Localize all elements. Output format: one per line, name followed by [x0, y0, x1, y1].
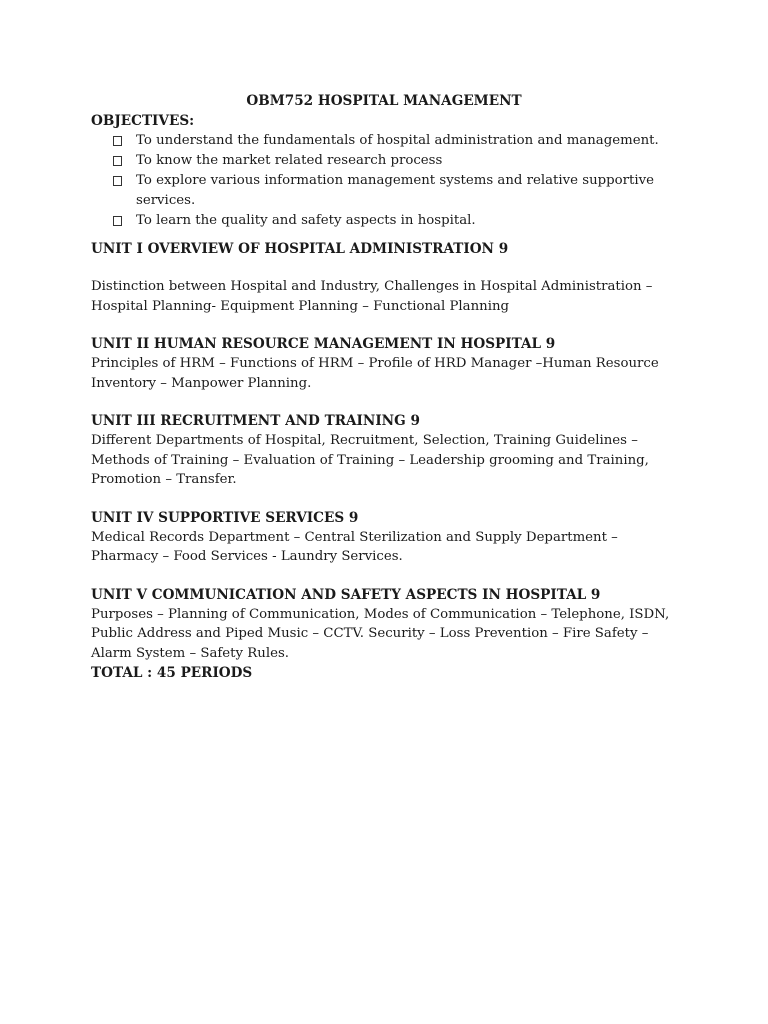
unit-4-body: Medical Records Department – Central Sterilization and Supply Department – Pharmacy – Food Services - Laundry Services. [91, 529, 618, 564]
unit-3-heading: UNIT III RECRUITMENT AND TRAINING 9 [91, 413, 420, 429]
unit-3-body: Different Departments of Hospital, Recruitment, Selection, Training Guidelines – Methods of Training – Evaluation of Training – Leadership grooming and Training, Promotion – Transfer. [91, 433, 649, 487]
bullet-box-icon [91, 211, 136, 231]
objective-text: To learn the quality and safety aspects in hospital. [136, 213, 476, 228]
unit-1-heading: UNIT I OVERVIEW OF HOSPITAL ADMINISTRATION 9 [91, 241, 509, 257]
objective-item [91, 171, 691, 211]
unit-2-heading: UNIT II HUMAN RESOURCE MANAGEMENT IN HOSPITAL 9 [91, 336, 556, 352]
unit-5-body: Purposes – Planning of Communication, Modes of Communication – Telephone, ISDN, Public Address and Piped Music – CCTV. Security – Loss Prevention – Fire Safety – Alarm System – Safety Rules. [91, 606, 670, 661]
objective-item [91, 131, 691, 151]
bullet-box-icon [91, 131, 136, 151]
unit-2-body: Principles of HRM – Functions of HRM – Profile of HRD Manager –Human Resource Inventory – Manpower Planning. [91, 356, 659, 391]
objective-item [91, 211, 691, 231]
unit-4-heading: UNIT IV SUPPORTIVE SERVICES 9 [91, 509, 359, 526]
document-content [91, 91, 691, 683]
objective-text: To explore various information management systems and relative supportive services. [136, 173, 654, 208]
unit-1-body: Distinction between Hospital and Industry, Challenges in Hospital Administration – Hospital Planning- Equipment Planning – Functional Planning [91, 279, 653, 314]
objectives-heading: OBJECTIVES: [91, 113, 195, 129]
objective-text: To know the market related research process [136, 153, 443, 168]
objectives-list [91, 131, 691, 231]
bullet-box-icon [91, 151, 136, 171]
total-periods: TOTAL : 45 PERIODS [91, 665, 253, 681]
unit-5-heading: UNIT V COMMUNICATION AND SAFETY ASPECTS IN HOSPITAL 9 [91, 586, 601, 603]
bullet-box-icon [91, 171, 136, 211]
objective-text: To understand the fundamentals of hospital administration and management. [136, 133, 659, 148]
document-title: OBM752 HOSPITAL MANAGEMENT [246, 93, 522, 109]
objective-item [91, 151, 691, 171]
